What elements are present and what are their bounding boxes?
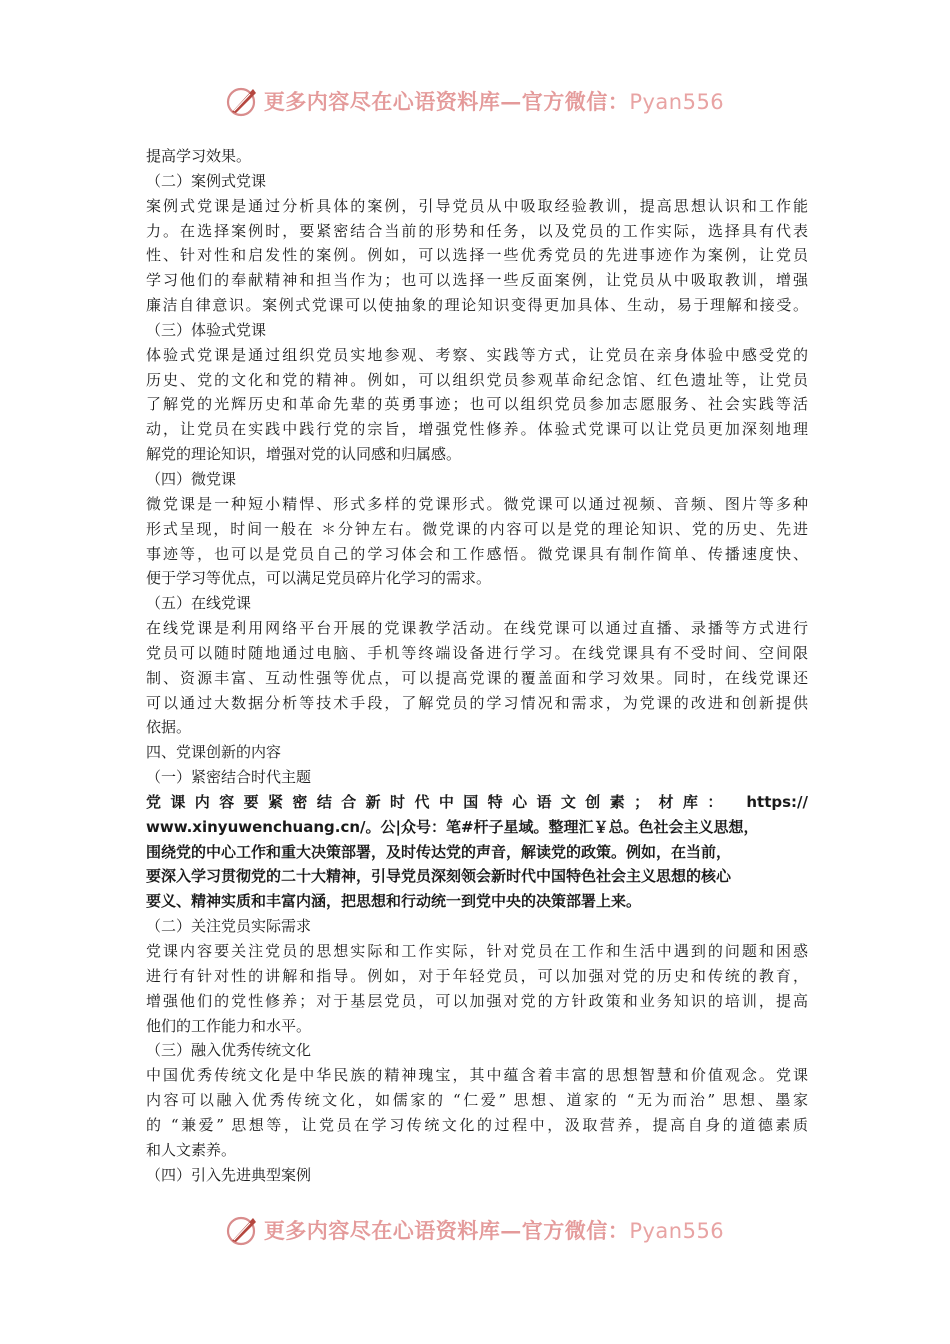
header-banner-text: 更多内容尽在心语资料库—官方微信：Pyan556 [263, 89, 725, 114]
text-line: 了解党的光辉历史和革命先辈的英勇事迹；也可以组织党员参加志愿服务、社会实践等活 [146, 395, 808, 414]
text-line-inserted: 要义、精神实质和丰富内涵，把思想和行动统一到党中央的决策部署上来。 [146, 892, 642, 911]
text-line: 中国优秀传统文化是中华民族的精神瑰宝，其中蕴含着丰富的思想智慧和价值观念。党课 [146, 1066, 808, 1085]
footer-banner-text: 更多内容尽在心语资料库—官方微信：Pyan556 [263, 1218, 725, 1243]
text-line: 案例式党课是通过分析具体的案例，引导党员从中吸取经验教训，提高思想认识和工作能 [146, 196, 808, 215]
footer-banner [0, 1210, 950, 1250]
text-line-inserted: 围绕党的中心工作和重大决策部署，及时传达党的声音，解读党的政策。例如，在当前， [146, 842, 732, 861]
text-line: 动，让党员在实践中践行党的宗旨，增强党性修养。体验式党课可以让党员更加深刻地理 [146, 420, 808, 439]
text-line-inserted: 要深入学习贯彻党的二十大精神，引导党员深刻领会新时代中国特色社会主义思想的核心 [146, 867, 732, 886]
text-line: 事迹等，也可以是党员自己的学习体会和工作感悟。微党课具有制作简单、传播速度快、 [146, 544, 808, 563]
text-line: 进行有针对性的讲解和指导。例如，对于年轻党员，可以加强对党的历史和传统的教育， [146, 966, 808, 985]
chapter-heading: 四、党课创新的内容 [146, 743, 282, 762]
text-line: 学习他们的奉献精神和担当作为；也可以选择一些反面案例，让党员从中吸取教训，增强 [146, 271, 808, 290]
text-line: 性、针对性和启发性的案例。例如，可以选择一些优秀党员的先进事迹作为案例，让党员 [146, 246, 808, 265]
text-line: 可以通过大数据分析等技术手段，了解党员的学习情况和需求，为党课的改进和创新提供 [146, 693, 808, 712]
section-heading: （二）关注党员实际需求 [146, 917, 312, 936]
section-heading: （二）案例式党课 [146, 171, 267, 190]
text-line: 微党课是一种短小精悍、形式多样的党课形式。微党课可以通过视频、音频、图片等多种 [146, 494, 808, 513]
text-line: 依据。 [146, 718, 192, 737]
text-line: 提高学习效果。 [146, 147, 252, 165]
section-heading: （一）紧密结合时代主题 [146, 768, 312, 787]
footer-wechat-id: Pyan556 [629, 1219, 725, 1243]
document-body [146, 144, 808, 1187]
text-line-inserted: www.xinyuwenchuang.cn/。公|众号：笔#杆子星域。整理汇￥总。色社会主义思想， [146, 817, 759, 836]
header-banner [0, 81, 950, 121]
section-heading: （三）体验式党课 [146, 320, 267, 339]
section-heading: （五）在线党课 [146, 594, 252, 613]
text-line: 廉洁自律意识。案例式党课可以使抽象的理论知识变得更加具体、生动，易于理解和接受。 [146, 296, 808, 315]
text-line: 党员可以随时随地通过电脑、手机等终端设备进行学习。在线党课具有不受时间、空间限 [146, 643, 808, 662]
text-line: 力。在选择案例时，要紧密结合当前的形势和任务，以及党员的工作实际，选择具有代表 [146, 221, 808, 240]
text-line: 制、资源丰富、互动性强等优点，可以提高党课的覆盖面和学习效果。同时，在线党课还 [146, 668, 808, 687]
text-line: 内容可以融入优秀传统文化，如儒家的 “仁爱” 思想、道家的 “无为而治” 思想、墨家 [146, 1091, 808, 1110]
text-line-inserted: 党课内容要紧密结合新时代中国特心语文创素；材库： https:// [146, 792, 808, 811]
quill-logo-icon [226, 84, 260, 118]
text-line: 和人文素养。 [146, 1140, 237, 1159]
text-line: 增强他们的党性修养；对于基层党员，可以加强对党的方针政策和业务知识的培训，提高 [146, 991, 808, 1010]
section-heading: （四）微党课 [146, 469, 237, 488]
section-heading: （三）融入优秀传统文化 [146, 1041, 312, 1060]
text-line: 在线党课是利用网络平台开展的党课教学活动。在线党课可以通过直播、录播等方式进行 [146, 619, 808, 638]
text-line: 解党的理论知识，增强对党的认同感和归属感。 [146, 445, 462, 464]
header-wechat-id: Pyan556 [629, 90, 725, 114]
text-line: 的 “兼爱” 思想等，让党员在学习传统文化的过程中，汲取营养，提高自身的道德素质 [146, 1115, 808, 1134]
quill-logo-icon [226, 1213, 260, 1247]
text-line: 党课内容要关注党员的思想实际和工作实际，针对党员在工作和生活中遇到的问题和困惑 [146, 942, 808, 960]
section-heading: （四）引入先进典型案例 [146, 1165, 312, 1184]
text-line: 体验式党课是通过组织党员实地参观、考察、实践等方式，让党员在亲身体验中感受党的 [146, 345, 808, 364]
text-line: 他们的工作能力和水平。 [146, 1016, 312, 1035]
text-line: 形式呈现，时间一般在 ＊分钟左右。微党课的内容可以是党的理论知识、党的历史、先进 [146, 519, 808, 538]
text-line: 便于学习等优点，可以满足党员碎片化学习的需求。 [146, 569, 492, 588]
text-line: 历史、党的文化和党的精神。例如，可以组织党员参观革命纪念馆、红色遗址等，让党员 [146, 370, 808, 389]
